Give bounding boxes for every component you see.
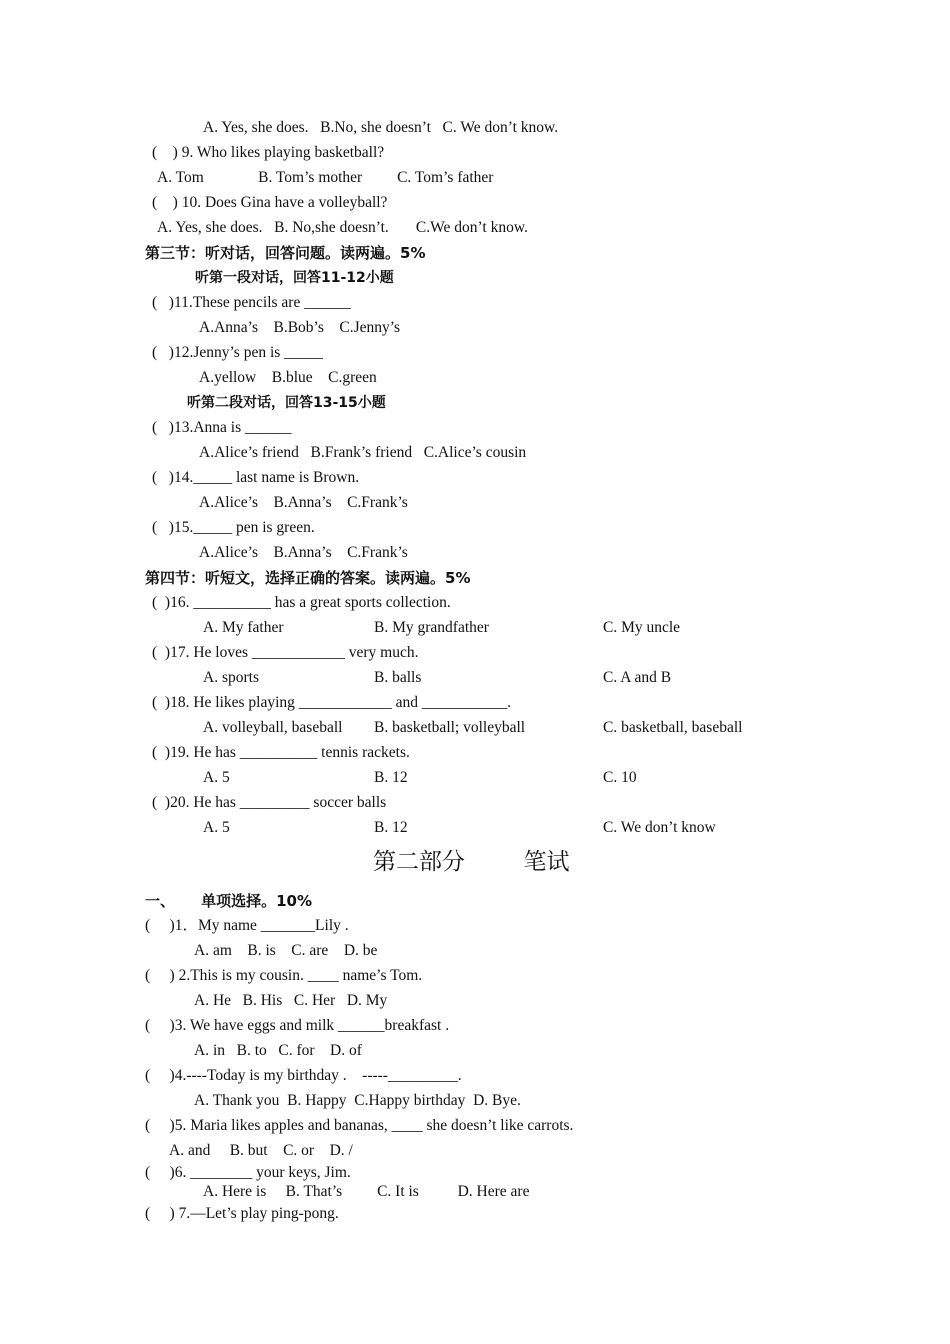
written-question-7: ( ) 7.—Let’s play ping-pong. [145, 1205, 339, 1222]
q20-option-a: A. 5 [203, 819, 230, 836]
dialog-1-note: 听第一段对话，回答11-12小题 [195, 270, 394, 286]
q12-options: A.yellow B.blue C.green [199, 369, 377, 386]
q14-options: A.Alice’s B.Anna’s C.Frank’s [199, 494, 408, 511]
q9-options: A. Tom B. Tom’s mother C. Tom’s father [157, 169, 494, 186]
question-11: ( )11.These pencils are ______ [152, 294, 351, 311]
question-9: ( ) 9. Who likes playing basketball? [152, 144, 385, 161]
w5-options: A. and B. but C. or D. / [169, 1142, 353, 1159]
question-20: ( )20. He has _________ soccer balls [152, 794, 387, 811]
written-question-6: ( )6. ________ your keys, Jim. [145, 1164, 351, 1181]
question-10: ( ) 10. Does Gina have a volleyball? [152, 194, 388, 211]
dialog-2-note: 听第二段对话，回答13-15小题 [187, 395, 386, 411]
w4-options: A. Thank you B. Happy C.Happy birthday D. Bye. [194, 1092, 521, 1109]
question-17: ( )17. He loves ____________ very much. [152, 644, 419, 661]
q18-option-a: A. volleyball, baseball [203, 719, 343, 736]
w3-options: A. in B. to C. for D. of [194, 1042, 362, 1059]
written-question-5: ( )5. Maria likes apples and bananas, ____ she doesn’t like carrots. [145, 1117, 574, 1134]
q19-option-a: A. 5 [203, 769, 230, 786]
q11-options: A.Anna’s B.Bob’s C.Jenny’s [199, 319, 401, 336]
q8-options: A. Yes, she does. B.No, she doesn’t C. We don’t know. [203, 119, 559, 136]
question-18: ( )18. He likes playing ____________ and ___________. [152, 694, 512, 711]
q16-option-c: C. My uncle [603, 619, 681, 636]
q19-option-c: C. 10 [603, 769, 637, 786]
question-15: ( )15._____ pen is green. [152, 519, 315, 536]
q13-options: A.Alice’s friend B.Frank’s friend C.Alice’s cousin [199, 444, 527, 461]
question-13: ( )13.Anna is ______ [152, 419, 292, 436]
part-2-title: 第二部分 笔试 [373, 849, 570, 875]
q20-option-b: B. 12 [374, 819, 408, 836]
section-3-heading: 第三节：听对话，回答问题。读两遍。5% [145, 244, 426, 262]
q17-option-a: A. sports [203, 669, 259, 686]
q16-option-b: B. My grandfather [374, 619, 489, 636]
w1-options: A. am B. is C. are D. be [194, 942, 378, 959]
question-14: ( )14._____ last name is Brown. [152, 469, 360, 486]
written-question-2: ( ) 2.This is my cousin. ____ name’s Tom. [145, 967, 423, 984]
w2-options: A. He B. His C. Her D. My [194, 992, 388, 1009]
q18-option-c: C. basketball, baseball [603, 719, 743, 736]
question-19: ( )19. He has __________ tennis rackets. [152, 744, 410, 761]
q15-options: A.Alice’s B.Anna’s C.Frank’s [199, 544, 408, 561]
section-4-heading: 第四节：听短文，选择正确的答案。读两遍。5% [145, 569, 471, 587]
written-question-3: ( )3. We have eggs and milk ______breakfast . [145, 1017, 450, 1034]
w6-options: A. Here is B. That’s C. It is D. Here are [203, 1183, 530, 1200]
part-2-section-1-heading: 一、 单项选择。10% [145, 892, 313, 910]
q18-option-b: B. basketball; volleyball [374, 719, 526, 736]
q17-option-c: C. A and B [603, 669, 672, 686]
q19-option-b: B. 12 [374, 769, 408, 786]
written-question-4: ( )4.----Today is my birthday . -----_________. [145, 1067, 462, 1084]
q20-option-c: C. We don’t know [603, 819, 716, 836]
written-question-1: ( )1．My name _______Lily . [145, 917, 349, 934]
q16-option-a: A. My father [203, 619, 284, 636]
question-12: ( )12.Jenny’s pen is _____ [152, 344, 323, 361]
q10-options: A. Yes, she does. B. No,she doesn’t. C.We don’t know. [157, 219, 528, 236]
question-16: ( )16. __________ has a great sports collection. [152, 594, 451, 611]
q17-option-b: B. balls [374, 669, 422, 686]
